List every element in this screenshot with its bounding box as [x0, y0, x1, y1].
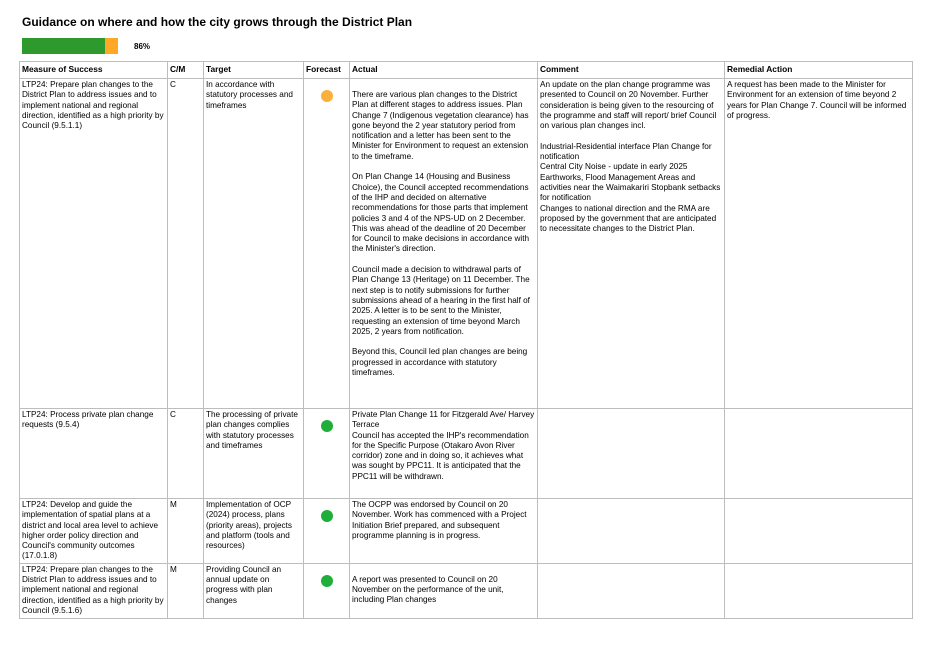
header-target: Target — [204, 62, 304, 79]
remedial-cell — [725, 409, 913, 499]
header-comment: Comment — [538, 62, 725, 79]
header-forecast: Forecast — [304, 62, 350, 79]
target-cell: In accordance with statutory processes and timeframes — [204, 79, 304, 409]
forecast-cell — [304, 499, 350, 564]
cm-cell: C — [168, 409, 204, 499]
actual-text: A report was presented to Council on 20 November on the performance of the unit, including Plan changes — [352, 574, 504, 605]
forecast-cell — [304, 79, 350, 409]
cm-cell: C — [168, 79, 204, 409]
cm-cell: M — [168, 563, 204, 618]
performance-table — [19, 61, 913, 619]
target-cell: Providing Council an annual update on progress with plan changes — [204, 563, 304, 618]
actual-cell: The OCPP was endorsed by Council on 20 November. Work has commenced with a Project Initiation Brief prepared, and subsequent programme planning is in progress. — [350, 499, 538, 564]
progress-bar-fill — [22, 38, 105, 54]
page-title: Guidance on where and how the city grows through the District Plan — [22, 15, 413, 29]
table-row — [20, 499, 913, 564]
actual-cell: Private Plan Change 11 for Fitzgerald Ave/ Harvey Terrace Council has accepted the IHP's recommendation for the Specific Purpose (Otakaro Avon River corridor) zone and in doing so, it achieves what was sought by PPC11. It is anticipated that the PPC11 will be withdrawn. — [350, 409, 538, 499]
header-cm: C/M — [168, 62, 204, 79]
comment-cell: An update on the plan change programme was presented to Council on 20 November. Further consideration is being given to the resourcing of the programme and staff will report/ brief Council on various plan changes incl. Industrial-Residential interface Plan Change for notification Central City Noise - update in early 2025 Earthworks, Flood Management Areas and activities near the Waimakariri Stopbank setbacks for notification Changes to national direction and the RMA are proposed by the government that are anticipated to necessitate changes to the District Plan. — [538, 79, 725, 409]
comment-cell — [538, 563, 725, 618]
table-row — [20, 563, 913, 618]
header-remedial: Remedial Action — [725, 62, 913, 79]
forecast-status-dot — [321, 420, 333, 432]
header-actual: Actual — [350, 62, 538, 79]
progress-bar — [22, 38, 118, 54]
target-cell: The processing of private plan changes complies with statutory processes and timeframes — [204, 409, 304, 499]
table-header-row — [20, 62, 913, 79]
actual-cell — [350, 563, 538, 618]
table-row — [20, 79, 913, 409]
measure-cell: LTP24: Prepare plan changes to the District Plan to address issues and to implement national and regional direction, identified as a high priority by Council (9.5.1.1) — [20, 79, 168, 409]
forecast-status-dot — [321, 510, 333, 522]
remedial-cell: A request has been made to the Minister for Environment for an extension of time beyond 2 years for Plan Change 7. Council will be informed of progress. — [725, 79, 913, 409]
measure-cell: LTP24: Develop and guide the implementation of spatial plans at a district and local area level to achieve higher order policy direction and Council's community outcomes (17.0.1.8) — [20, 499, 168, 564]
actual-text: There are various plan changes to the District Plan at different stages to address issues. Plan Change 7 (Indigenous vegetation clearance) has gone beyond the 2 year statutory period from notification and a letter has been sent to the Minister for Environment to request an extension to the timeframe. On Plan Change 14 (Housing and Business Choice), the Council accepted recommendations of the IHP and decided on alternative recommendations for those parts that implement policies 3 and 4 of the NPS-UD on 2 December. This was ahead of the deadline of 20 December for Council to make decisions in accordance with the Minister's direction. Council made a decision to withdrawal parts of Plan Change 13 (Heritage) on 11 December. The next step is to notify submissions for further submissions ahead of a hearing in the first half of 2025. A letter is to be sent to the Minister, requesting an extension of time beyond March 2025, 2 years from notification. Beyond this, Council led plan changes are being progressed in accordance with statutory timeframes. — [352, 90, 530, 378]
forecast-status-dot — [321, 575, 333, 587]
comment-cell — [538, 409, 725, 499]
progress-percent: 86% — [134, 42, 151, 51]
measure-cell: LTP24: Process private plan change requests (9.5.4) — [20, 409, 168, 499]
actual-cell — [350, 79, 538, 409]
table-row — [20, 409, 913, 499]
forecast-cell — [304, 563, 350, 618]
target-cell: Implementation of OCP (2024) process, plans (priority areas), projects and platform (tools and resources) — [204, 499, 304, 564]
forecast-cell — [304, 409, 350, 499]
measure-cell: LTP24: Prepare plan changes to the District Plan to address issues and to implement national and regional direction, identified as a high priority by Council (9.5.1.6) — [20, 563, 168, 618]
forecast-status-dot — [321, 90, 333, 102]
header-measure: Measure of Success — [20, 62, 168, 79]
remedial-cell — [725, 499, 913, 564]
remedial-cell — [725, 563, 913, 618]
comment-cell — [538, 499, 725, 564]
cm-cell: M — [168, 499, 204, 564]
